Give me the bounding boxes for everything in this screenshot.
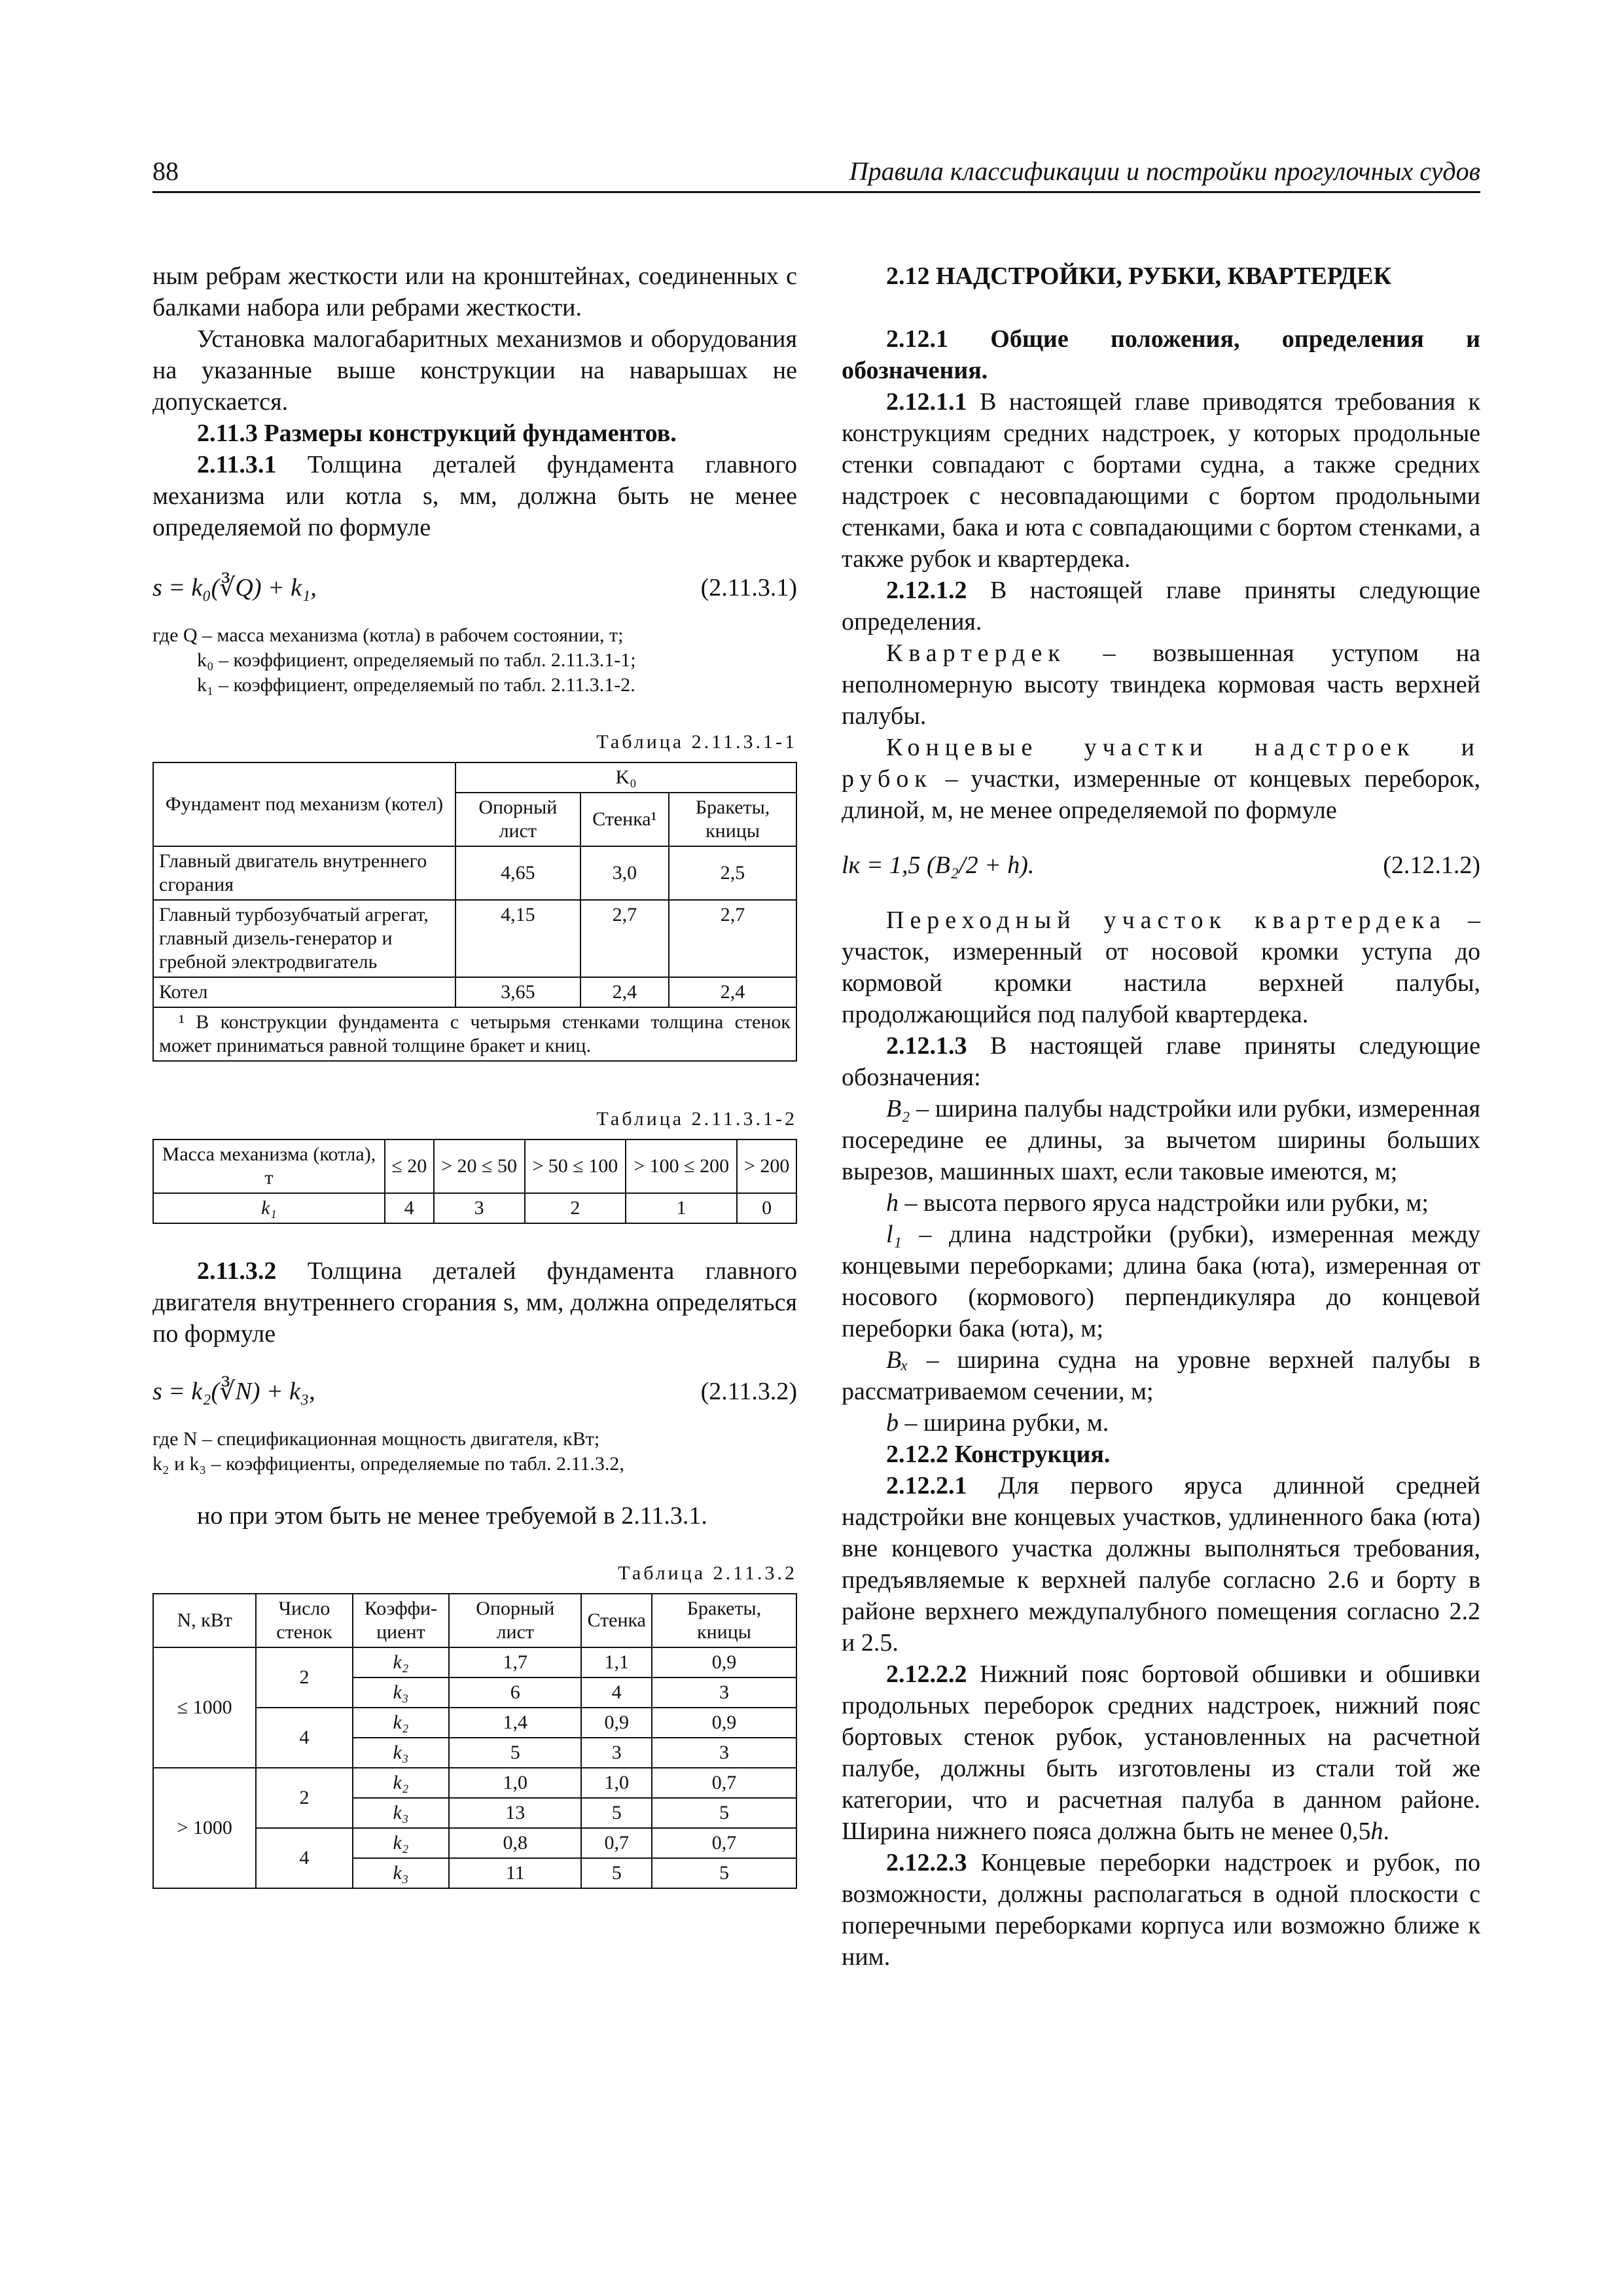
table-cell: 3,0	[580, 846, 669, 900]
symbol: h	[1370, 1818, 1383, 1845]
term: Квартердек	[886, 639, 1066, 667]
term: Переходный участок квартердека	[886, 906, 1447, 934]
paragraph	[152, 449, 797, 543]
table-cell: 1,4	[449, 1708, 581, 1738]
clause-number: 2.12.1.2	[886, 577, 967, 604]
table-cell: 1,0	[449, 1768, 581, 1798]
table-cell: 4	[256, 1708, 352, 1768]
table-header: Коэффи-циент	[353, 1594, 449, 1647]
table-cell: k₂	[353, 1768, 449, 1798]
table-header: Масса механизма (котла), т	[153, 1139, 385, 1193]
table-cell: 4	[256, 1828, 352, 1888]
table-cell: 0,9	[652, 1708, 796, 1738]
definition	[842, 637, 1480, 732]
table-cell: 0,7	[581, 1828, 652, 1858]
paragraph	[842, 1470, 1480, 1659]
running-title: Правила классификации и постройки прогулочных судов	[849, 156, 1480, 186]
table-cell: k₃	[353, 1677, 449, 1708]
table-cell: Главный турбозубчатый агрегат, главный дизель-генератор и гребной электродвигатель	[153, 900, 455, 977]
clause-text: Нижний пояс бортовой обшивки и обшивки продольных переборок средних надстроек, нижний пояс бортовых стенок рубок, установленных на расчетной палубе, должны быть изготовлены из стали той же категории, что и расчетная палуба в данном районе. Ширина нижнего пояса должна быть не менее 0,5	[842, 1660, 1480, 1845]
table-header: Опорный лист	[449, 1594, 581, 1647]
paragraph	[842, 575, 1480, 637]
table-cell: 4	[385, 1193, 434, 1223]
table-header: K₀	[455, 762, 796, 793]
notation-text: – длина надстройки (рубки), измеренная между концевыми переборками; длина бака (юта), измеренная от носового (кормового) перпендикуляра до концевой переборки бака (юта), м;	[842, 1221, 1480, 1342]
table-cell: 5	[581, 1798, 652, 1828]
notation-text: – ширина рубки, м.	[899, 1409, 1109, 1437]
clause-text: Толщина деталей фундамента главного двигателя внутреннего сгорания s, мм, должна определяться по формуле	[152, 1257, 797, 1348]
table-cell: 1	[626, 1193, 737, 1223]
table-cell: k₃	[353, 1738, 449, 1768]
table-cell: 2,7	[669, 900, 796, 977]
table-cell: 4,65	[455, 846, 580, 900]
table-row	[153, 977, 796, 1007]
table-cell: k₂	[353, 1708, 449, 1738]
table-cell: 2,7	[580, 900, 669, 977]
legend-line: k₀ – коэффициент, определяемый по табл. 2.11.3.1-1;	[197, 649, 636, 671]
clause-text: В настоящей главе приняты следующие определения.	[842, 577, 1480, 636]
table-cell: 1,1	[581, 1647, 652, 1677]
table-row	[153, 1768, 796, 1798]
table-caption: Таблица 2.11.3.1-2	[596, 1108, 797, 1130]
formula-legend	[152, 1427, 797, 1477]
table-k1	[152, 1139, 797, 1224]
notation	[842, 1219, 1480, 1344]
clause-number: 2.11.3.1	[197, 451, 277, 478]
page-number: 88	[152, 156, 179, 186]
table-cell: 5	[652, 1798, 796, 1828]
table-cell: 2,4	[580, 977, 669, 1007]
paragraph: но при этом быть не менее требуемой в 2.11.3.1.	[197, 1502, 707, 1530]
table-cell: 2	[525, 1193, 626, 1223]
paragraph	[842, 1030, 1480, 1093]
formula-legend	[152, 623, 797, 698]
table-cell: 6	[449, 1677, 581, 1708]
table-cell: 0,7	[652, 1768, 796, 1798]
table-row	[153, 1647, 796, 1677]
notation-text: – высота первого яруса надстройки или рубки, м;	[899, 1189, 1429, 1217]
table-cell: 0,9	[581, 1708, 652, 1738]
clause-number: 2.12.2.1	[886, 1472, 967, 1499]
formula-number: (2.12.1.2)	[1383, 852, 1480, 879]
legend-line: k₁ – коэффициент, определяемый по табл. 2.11.3.1-2.	[197, 674, 635, 696]
table-cell: 3	[652, 1738, 796, 1768]
table-cell: ≤ 1000	[153, 1647, 256, 1768]
table-cell: 4	[581, 1677, 652, 1708]
notation	[842, 1187, 1480, 1219]
table-cell: 3,65	[455, 977, 580, 1007]
table-cell: 3	[434, 1193, 525, 1223]
table-k2-k3	[152, 1593, 797, 1889]
table-footnote: ¹ В конструкции фундамента с четырьмя стенками толщина стенок может приниматься равной толщине бракет и книц.	[153, 1007, 796, 1061]
definition-text: – возвышенная уступом на неполномерную высоту твиндека кормовая часть верхней палубы.	[842, 639, 1480, 730]
table-header: > 20 ≤ 50	[434, 1139, 525, 1193]
table-cell: 5	[652, 1858, 796, 1888]
table-cell: k₃	[353, 1798, 449, 1828]
table-k0	[152, 762, 797, 1062]
table-cell: 11	[449, 1858, 581, 1888]
table-header: Число стенок	[256, 1594, 352, 1647]
table-cell: 13	[449, 1798, 581, 1828]
table-cell: Главный двигатель внутреннего сгорания	[153, 846, 455, 900]
table-cell: Котел	[153, 977, 455, 1007]
clause-number: 2.12.1.1	[886, 388, 967, 416]
clause-number: 2.12.2.2	[886, 1660, 967, 1688]
formula-expression: lк = 1,5 (B₂/2 + h).	[842, 852, 1035, 879]
table-header: Стенка	[581, 1594, 652, 1647]
notation	[842, 1093, 1480, 1187]
table-header: > 50 ≤ 100	[525, 1139, 626, 1193]
definition-text: – участок, измеренный от носовой кромки уступа до кормовой кромки настила верхней палубы, продолжающийся под палубой квартердека.	[842, 906, 1480, 1028]
table-header: > 100 ≤ 200	[626, 1139, 737, 1193]
table-cell: 5	[581, 1858, 652, 1888]
table-cell: 5	[449, 1738, 581, 1768]
symbol: b	[886, 1409, 899, 1437]
formula	[842, 850, 1480, 881]
notation	[842, 1407, 1480, 1439]
table-header: > 200	[737, 1139, 796, 1193]
table-cell: 0,8	[449, 1828, 581, 1858]
table-cell: 2	[256, 1647, 352, 1708]
paragraph	[842, 1847, 1480, 1973]
table-cell: 3	[652, 1677, 796, 1708]
section-heading: 2.11.3 Размеры конструкций фундаментов.	[197, 420, 677, 447]
right-column	[842, 260, 1480, 1973]
clause-number: 2.12.2.3	[886, 1849, 967, 1876]
definition	[842, 732, 1480, 826]
formula-expression: s = k₂(∛N) + k₃,	[152, 1378, 315, 1405]
table-header: Бракеты, кницы	[652, 1594, 796, 1647]
left-column	[152, 260, 797, 1889]
symbol: h	[886, 1189, 899, 1217]
table-cell: 0	[737, 1193, 796, 1223]
term: Концевые участки надстроек и рубок	[842, 734, 1480, 793]
definition	[842, 905, 1480, 1030]
formula-number: (2.11.3.2)	[700, 1378, 797, 1405]
chapter-heading: 2.12 НАДСТРОЙКИ, РУБКИ, КВАРТЕРДЕК	[886, 262, 1392, 290]
table-cell: 1,7	[449, 1647, 581, 1677]
paragraph: Установка малогабаритных механизмов и оборудования на указанные выше конструкции на наварышах не допускается.	[152, 325, 797, 416]
clause-text: Концевые переборки надстроек и рубок, по возможности, должны располагаться в одной плоскости с поперечными переборками корпуса или возможно ближе к ним.	[842, 1849, 1480, 1971]
symbol: B₂	[886, 1095, 910, 1122]
symbol: Bₓ	[886, 1346, 909, 1374]
section-heading: 2.12.1 Общие положения, определения и обозначения.	[842, 325, 1480, 384]
clause-text: Для первого яруса длинной средней надстройки вне концевых участков, удлиненного бака (юта) вне концевого участка должны выполняться требования, предъявляемые к верхней палубе согласно 2.6 и борту в районе верхнего междупалубного помещения согласно 2.2 и 2.5.	[842, 1472, 1480, 1657]
legend-line: k₂ и k₃ – коэффициенты, определяемые по табл. 2.11.3.2,	[152, 1453, 624, 1475]
notation-text: – ширина судна на уровне верхней палубы в рассматриваемом сечении, м;	[842, 1346, 1480, 1405]
legend-line: где N – спецификационная мощность двигателя, кВт;	[152, 1428, 600, 1450]
table-header: Фундамент под механизм (котел)	[153, 762, 455, 846]
clause-number: 2.12.1.3	[886, 1032, 967, 1060]
clause-text: Толщина деталей фундамента главного механизма или котла s, мм, должна быть не менее определяемой по формуле	[152, 451, 797, 541]
table-row	[153, 900, 796, 977]
paragraph: ным ребрам жесткости или на кронштейнах, соединенных с балками набора или ребрами жесткости.	[152, 262, 797, 321]
table-cell: 4,15	[455, 900, 580, 977]
table-row	[153, 1193, 796, 1223]
table-header: Бракеты, кницы	[669, 793, 796, 846]
table-header: Стенка¹	[580, 793, 669, 846]
table-cell: k₂	[353, 1828, 449, 1858]
table-cell: 3	[581, 1738, 652, 1768]
paragraph	[842, 1659, 1480, 1847]
formula	[152, 1376, 797, 1407]
notation-text: – ширина палубы надстройки или рубки, измеренная посередине ее длины, за вычетом ширины больших вырезов, машинных шахт, если таковые имеются, м;	[842, 1095, 1480, 1185]
punctuation: .	[1383, 1818, 1390, 1845]
table-cell: 0,9	[652, 1647, 796, 1677]
table-header: ≤ 20	[385, 1139, 434, 1193]
table-header: N, кВт	[153, 1594, 256, 1647]
table-cell: 1,0	[581, 1768, 652, 1798]
legend-line: где Q – масса механизма (котла) в рабочем состоянии, т;	[152, 624, 624, 646]
table-cell: k₃	[353, 1858, 449, 1888]
header-rule	[152, 191, 1480, 193]
table-cell: 2,4	[669, 977, 796, 1007]
symbol: l₁	[886, 1221, 902, 1248]
table-caption: Таблица 2.11.3.1-1	[596, 731, 797, 753]
clause-text: В настоящей главе приводятся требования к конструкциям средних надстроек, у которых продольные стенки совпадают с бортами судна, а также средних надстроек с несовпадающими с бортом продольными стенками, бака и юта с совпадающими с бортом стенками, а также рубок и квартердека.	[842, 388, 1480, 573]
formula-expression: s = k₀(∛Q) + k₁,	[152, 574, 317, 601]
table-cell: 2,5	[669, 846, 796, 900]
table-caption: Таблица 2.11.3.2	[618, 1562, 797, 1584]
section-heading: 2.12.2 Конструкция.	[886, 1441, 1111, 1468]
paragraph	[842, 386, 1480, 575]
clause-text: В настоящей главе приняты следующие обозначения:	[842, 1032, 1480, 1091]
table-cell: k₂	[353, 1647, 449, 1677]
table-header: Опорный лист	[455, 793, 580, 846]
formula	[152, 572, 797, 603]
paragraph	[152, 1255, 797, 1350]
notation	[842, 1344, 1480, 1407]
table-cell: 0,7	[652, 1828, 796, 1858]
definition-text: – участки, измеренные от концевых переборок, длиной, м, не менее определяемой по формуле	[842, 765, 1480, 824]
table-cell: 2	[256, 1768, 352, 1828]
table-cell: k₁	[153, 1193, 385, 1223]
clause-number: 2.11.3.2	[197, 1257, 277, 1285]
table-row	[153, 846, 796, 900]
table-cell: > 1000	[153, 1768, 256, 1888]
formula-number: (2.11.3.1)	[700, 574, 797, 601]
